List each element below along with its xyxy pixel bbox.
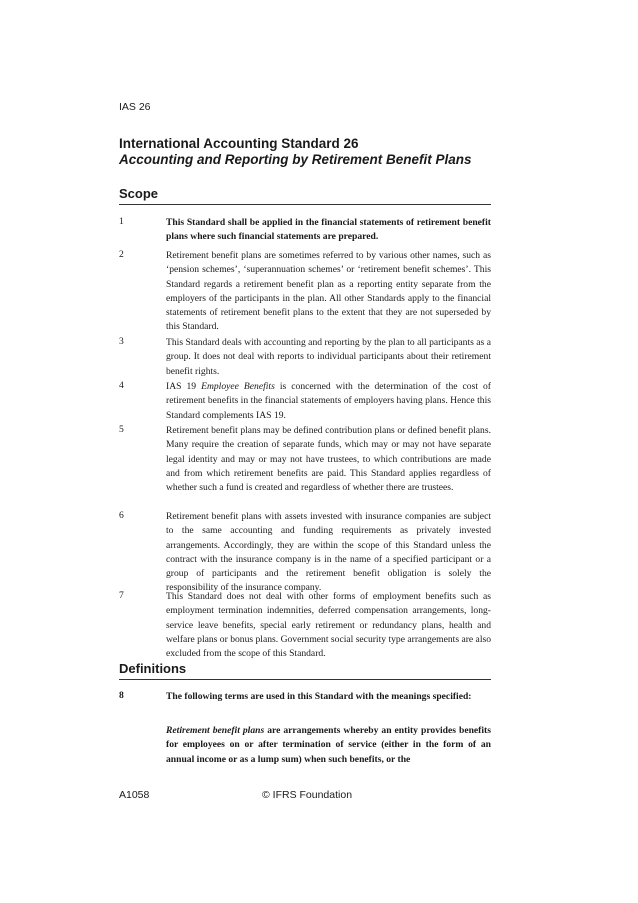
paragraph-text	[166, 380, 491, 423]
copyright-notice: © IFRS Foundation	[262, 789, 353, 801]
scope-heading: Scope	[119, 186, 159, 201]
definition-body: are arrangements whereby an entity provides benefits for employees on or after termination of service (either in the form of an annual income or as a lump sum) when such benefits, or the	[166, 725, 491, 765]
paragraph-text: Retirement benefit plans may be defined contribution plans or defined benefit plans. Many require the creation of separate funds, which may or may not have separate legal identity and may or may not have trustees, to which contributions are made and from which retirement benefits are paid. This Standard applies regardless of whether such a fund is created and regardless of whether there are trustees.	[166, 425, 491, 493]
paragraph-number: 8	[119, 690, 124, 701]
paragraph-intro: The following terms are used in this Standard with the meanings specified:	[166, 691, 472, 702]
page-number: A1058	[119, 789, 150, 801]
paragraph-text: This Standard does not deal with other forms of employment benefits such as employment termination indemnities, deferred compensation arrangements, long-service leave benefits, special early retirement or redundancy plans, health and welfare plans or bonus plans. Government social security type arrangements are also excluded from the scope of this Standard.	[166, 591, 492, 659]
paragraph-number: 3	[119, 336, 124, 347]
paragraph-text: Retirement benefit plans are sometimes referred to by various other names, such as ‘pension schemes’, ‘superannuation schemes’ or ‘retirement benefit schemes’. This Standard regards a retirement benefit plan as a reporting entity separate from the employers of the participants in the plan. All other Standards apply to the financial statements of retirement benefit plans to the extent that they are not superseded by this Standard.	[166, 250, 491, 333]
defined-term: Retirement benefit plans	[166, 725, 265, 736]
paragraph-number: 1	[119, 216, 124, 227]
definition-text	[166, 724, 491, 767]
paragraph-number: 5	[119, 424, 124, 435]
standard-title: International Accounting Standard 26	[119, 136, 359, 151]
standard-subtitle: Accounting and Reporting by Retirement Benefit Plans	[119, 152, 472, 167]
text-after: is concerned with the determination of the cost of retirement benefits in the financial statements of employers having plans. Hence this Standard complements IAS 19.	[166, 381, 492, 421]
text-before: IAS 19	[166, 381, 202, 392]
paragraph-text: This Standard shall be applied in the financial statements of retirement benefit plans where such financial statements are prepared.	[166, 217, 491, 243]
cited-standard-title: Employee Benefits	[201, 381, 275, 392]
definitions-rule	[119, 679, 491, 680]
paragraph-text: This Standard deals with accounting and reporting by the plan to all participants as a group. It does not deal with reports to individual participants about their retirement benefit rights.	[166, 337, 491, 377]
running-head: IAS 26	[119, 101, 151, 113]
paragraph-number: 2	[119, 249, 124, 260]
paragraph-number: 6	[119, 510, 124, 521]
paragraph-text: Retirement benefit plans with assets invested with insurance companies are subject to the same accounting and funding requirements as privately invested arrangements. Accordingly, they are within the scope of this Standard unless the contract with the insurance company is in the name of a specified participant or a group of participants and the retirement benefit obligation is solely the responsibility of the insurance company.	[166, 511, 491, 594]
scope-rule	[119, 204, 491, 205]
definitions-heading: Definitions	[119, 661, 187, 676]
paragraph-number: 4	[119, 380, 124, 391]
paragraph-number: 7	[119, 590, 124, 601]
